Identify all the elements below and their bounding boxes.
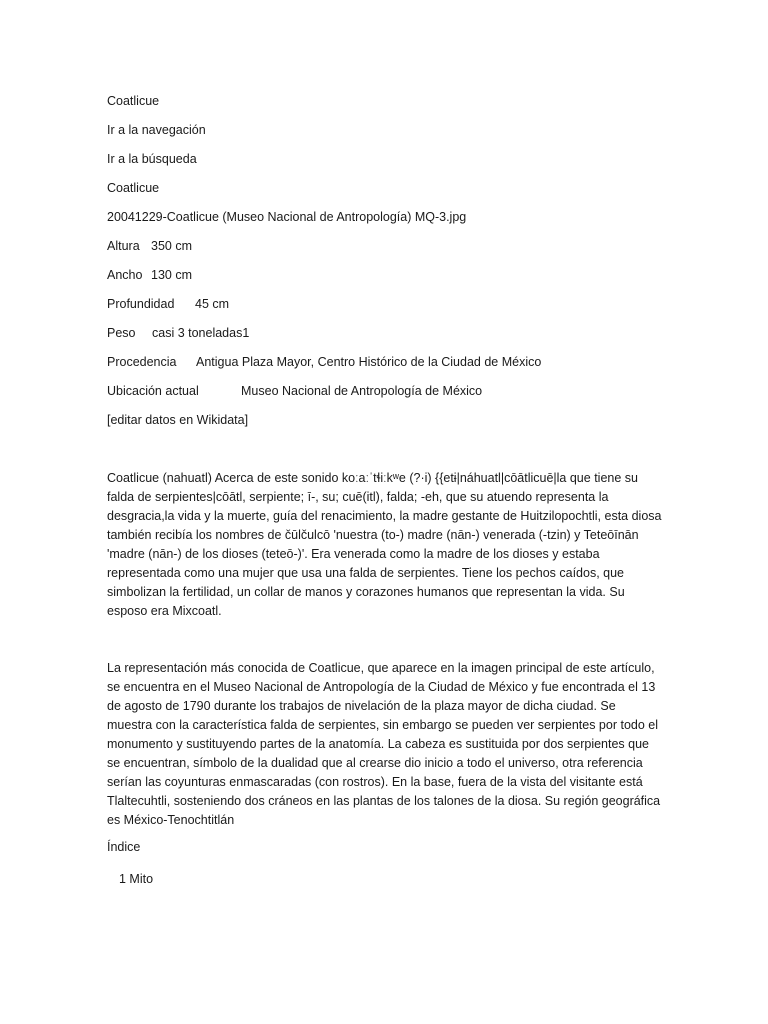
infobox-image-caption[interactable]: 20041229-Coatlicue (Museo Nacional de Antropología) MQ-3.jpg bbox=[107, 210, 467, 224]
field-label: Profundidad bbox=[107, 297, 175, 311]
field-value: 350 cm bbox=[151, 239, 192, 253]
infobox-row-origin bbox=[107, 353, 542, 372]
field-value[interactable]: Antigua Plaza Mayor, Centro Histórico de la Ciudad de México bbox=[196, 355, 542, 369]
field-value: 130 cm bbox=[151, 268, 192, 282]
infobox-row-depth bbox=[107, 295, 230, 314]
toc-heading: Índice bbox=[107, 840, 141, 854]
page-title: Coatlicue bbox=[107, 94, 160, 108]
edit-wikidata-link[interactable]: [editar datos en Wikidata] bbox=[107, 413, 249, 427]
skip-to-search-link[interactable]: Ir a la búsqueda bbox=[107, 152, 197, 166]
field-value: 45 cm bbox=[195, 297, 230, 311]
toc-item-mito[interactable]: 1 Mito bbox=[119, 872, 154, 886]
skip-to-navigation-link[interactable]: Ir a la navegación bbox=[107, 123, 206, 137]
infobox-row-height bbox=[107, 237, 192, 256]
field-value[interactable]: Museo Nacional de Antropología de México bbox=[241, 384, 483, 398]
field-label: Ancho bbox=[107, 268, 143, 282]
infobox-row-weight bbox=[107, 324, 250, 343]
field-label: Ubicación actual bbox=[107, 384, 199, 398]
infobox-row-location bbox=[107, 382, 483, 401]
field-label: Altura bbox=[107, 239, 140, 253]
field-label: Procedencia bbox=[107, 355, 177, 369]
infobox-heading: Coatlicue bbox=[107, 181, 160, 195]
intro-paragraph: Coatlicue (nahuatl) Acerca de este sonido koːaːˈtɬiːkʷe (?·i) {{etɨ|náhuatl|cōātlicuē|la que tiene su falda de serpientes|cōātl, serpiente; ī-, su; cuē(itl), falda; -eh, que su atuendo representa la desgracia,la vida y la muerte, guía del renacimiento, la madre gestante de Huitzilopochtli, esta diosa también recibía los nombres de čūlčulcō 'nuestra (to-) madre (nān-) venerada (-tzin) y Teteōīnān 'madre (nān-) de los dioses (teteō-)'. Era venerada como la madre de los dioses y estaba representada como una mujer que usa una falda de serpientes. Tiene los pechos caídos, que simbolizan la fertilidad, un collar de manos y corazones humanos que representan la vida. Su esposo era Mixcoatl. bbox=[107, 471, 662, 618]
infobox-row-width bbox=[107, 266, 192, 285]
description-paragraph: La representación más conocida de Coatlicue, que aparece en la imagen principal de este artículo, se encuentra en el Museo Nacional de Antropología de la Ciudad de México y fue encontrada el 13 de agosto de 1790 durante los trabajos de nivelación de la plaza mayor de dicha ciudad. Se muestra con la característica falda de serpientes, sin embargo se pueden ver serpientes por todo el monumento y sustituyendo partes de la anatomía. La cabeza es sustituida por dos serpientes que se encuentran, símbolo de la dualidad que al crearse dio inicio a todo el universo, otra referencia serían las coyunturas enmascaradas (con rostros). En la base, fuera de la vista del visitante está Tlaltecuhtli, sosteniendo dos cráneos en las plantas de los talones de la diosa. Su región geográfica es México-Tenochtitlán bbox=[107, 661, 661, 827]
field-label: Peso bbox=[107, 326, 136, 340]
field-value: casi 3 toneladas1 bbox=[152, 326, 250, 340]
